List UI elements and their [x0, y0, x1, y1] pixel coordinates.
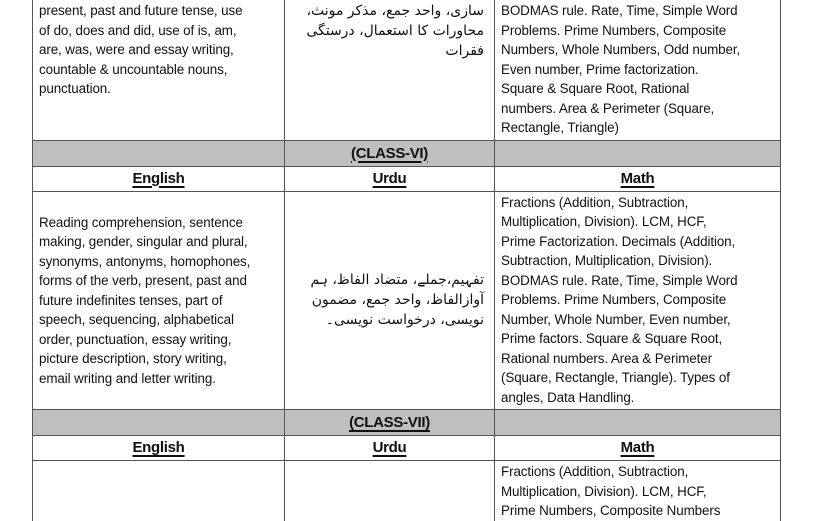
class-vi-urdu-text [291, 270, 488, 330]
class-v-english-cell [33, 0, 285, 140]
text-line: punctuation. [39, 81, 111, 96]
urdu-header: Urdu [372, 439, 407, 456]
class-vii-content-row [33, 461, 781, 521]
text-line: Multiplication, Division). LCM, HCF, [501, 483, 707, 499]
text-line: Rational numbers. Area & Perimeter [501, 350, 712, 366]
text-line: Multiplication, Division). LCM, HCF, [501, 214, 707, 229]
text-line: Prime factors. Square & Square Root, [501, 331, 723, 346]
class-vi-math-header-cell [495, 166, 781, 191]
text-line: Number, Whole Number, Even number, [501, 311, 731, 327]
text-line: forms of the verb, present, past and [39, 273, 247, 288]
text-line: of do, does and did, use of is, am, [39, 22, 237, 38]
class-vii-title-cell [285, 410, 495, 436]
english-header: English [132, 169, 185, 187]
text-line: تفہیم،جملے، متضاد الفاظ، ہم [310, 272, 484, 289]
class-vi-header-row [33, 166, 781, 191]
text-line: Subtraction, Multiplication, Division). [501, 253, 713, 268]
text-line: numbers. Area & Perimeter (Square, [501, 100, 715, 116]
text-line: Prime Factorization. Decimals (Addition, [501, 233, 736, 249]
syllabus-table [32, 0, 781, 521]
text-line: نویسی، درخواست نویسی۔ [325, 312, 484, 329]
text-line: picture description, story writing, [39, 351, 227, 366]
text-line: BODMAS rule. Rate, Time, Simple Word [501, 3, 738, 18]
text-line: BODMAS rule. Rate, Time, Simple Word [501, 272, 738, 288]
text-line: Prime Numbers, Composite Numbers [501, 503, 721, 518]
class-vi-urdu-cell [285, 191, 495, 410]
math-header: Math [620, 169, 655, 187]
text-line: Numbers, Whole Numbers, Odd number, [501, 42, 741, 57]
text-line: countable & uncountable nouns, [39, 61, 228, 77]
class-v-urdu-text [291, 0, 488, 61]
text-line: محاورات کا استعمال، درستگی [306, 23, 484, 39]
class-v-content-row [33, 0, 781, 140]
class-vii-title-row [33, 410, 781, 436]
class-vi-title-blank-cell [33, 140, 285, 166]
class-vii-math-cell [495, 461, 781, 521]
text-line: order, punctuation, essay writing, [39, 331, 232, 347]
class-vii-title: (CLASS-VII) [349, 414, 430, 431]
text-line: سازی، واحد جمع، مذکر مونث، [306, 3, 484, 19]
text-line: Reading comprehension, sentence [39, 214, 243, 230]
text-line: Fractions (Addition, Subtraction, [501, 194, 689, 210]
text-line: فقرات [445, 43, 484, 59]
class-vi-english-header-cell [33, 166, 285, 191]
class-vi-title: (CLASS-VI) [351, 144, 428, 162]
text-line: speech, sequencing, alphabetical [39, 312, 234, 327]
class-vii-math-text [501, 461, 774, 521]
class-vii-english-header-cell [33, 436, 285, 461]
text-line: (Square, Rectangle, Triangle). Types of [501, 370, 730, 385]
class-vi-title-cell [285, 140, 495, 166]
class-vii-header-row [33, 436, 781, 461]
text-line: Rectangle, Triangle) [501, 120, 619, 135]
math-header: Math [620, 439, 655, 456]
text-line: making, gender, singular and plural, [39, 234, 248, 249]
class-vii-urdu-header-cell [285, 436, 495, 461]
class-v-english-text [39, 0, 278, 99]
text-line: آوازالفاظ، واحد جمع، مضمون [311, 292, 484, 309]
text-line: Even number, Prime factorization. [501, 61, 699, 77]
class-vi-content-row [33, 191, 781, 410]
class-vii-math-header-cell [495, 436, 781, 461]
class-v-math-text [501, 0, 774, 140]
text-line: Problems. Prime Numbers, Composite [501, 292, 727, 307]
text-line: Fractions (Addition, Subtraction, [501, 464, 689, 479]
text-line: are, was, were and essay writing, [39, 42, 234, 57]
urdu-header: Urdu [372, 169, 407, 187]
class-vi-math-cell [495, 191, 781, 410]
class-vi-urdu-header-cell [285, 166, 495, 191]
class-vi-title-row [33, 140, 781, 166]
class-vi-math-text [501, 192, 774, 410]
text-line: angles, Data Handling. [501, 389, 635, 405]
text-line: email writing and letter writing. [39, 370, 216, 386]
class-v-urdu-cell [285, 0, 495, 140]
text-line: Square & Square Root, Rational [501, 81, 690, 96]
text-line: future indefinites tenses, part of [39, 292, 223, 308]
english-header: English [132, 439, 185, 456]
class-vii-title-blank-cell [33, 410, 285, 436]
class-vi-english-cell [33, 191, 285, 410]
class-vii-title-blank-cell-right [495, 410, 781, 436]
text-line: present, past and future tense, use [39, 3, 243, 18]
class-vi-english-text [39, 213, 278, 389]
class-vii-urdu-cell [285, 461, 495, 521]
class-vi-title-blank-cell-right [495, 140, 781, 166]
class-vii-english-cell [33, 461, 285, 521]
class-v-math-cell [495, 0, 781, 140]
text-line: synonyms, antonyms, homophones, [39, 253, 251, 269]
text-line: Problems. Prime Numbers, Composite [501, 22, 727, 38]
